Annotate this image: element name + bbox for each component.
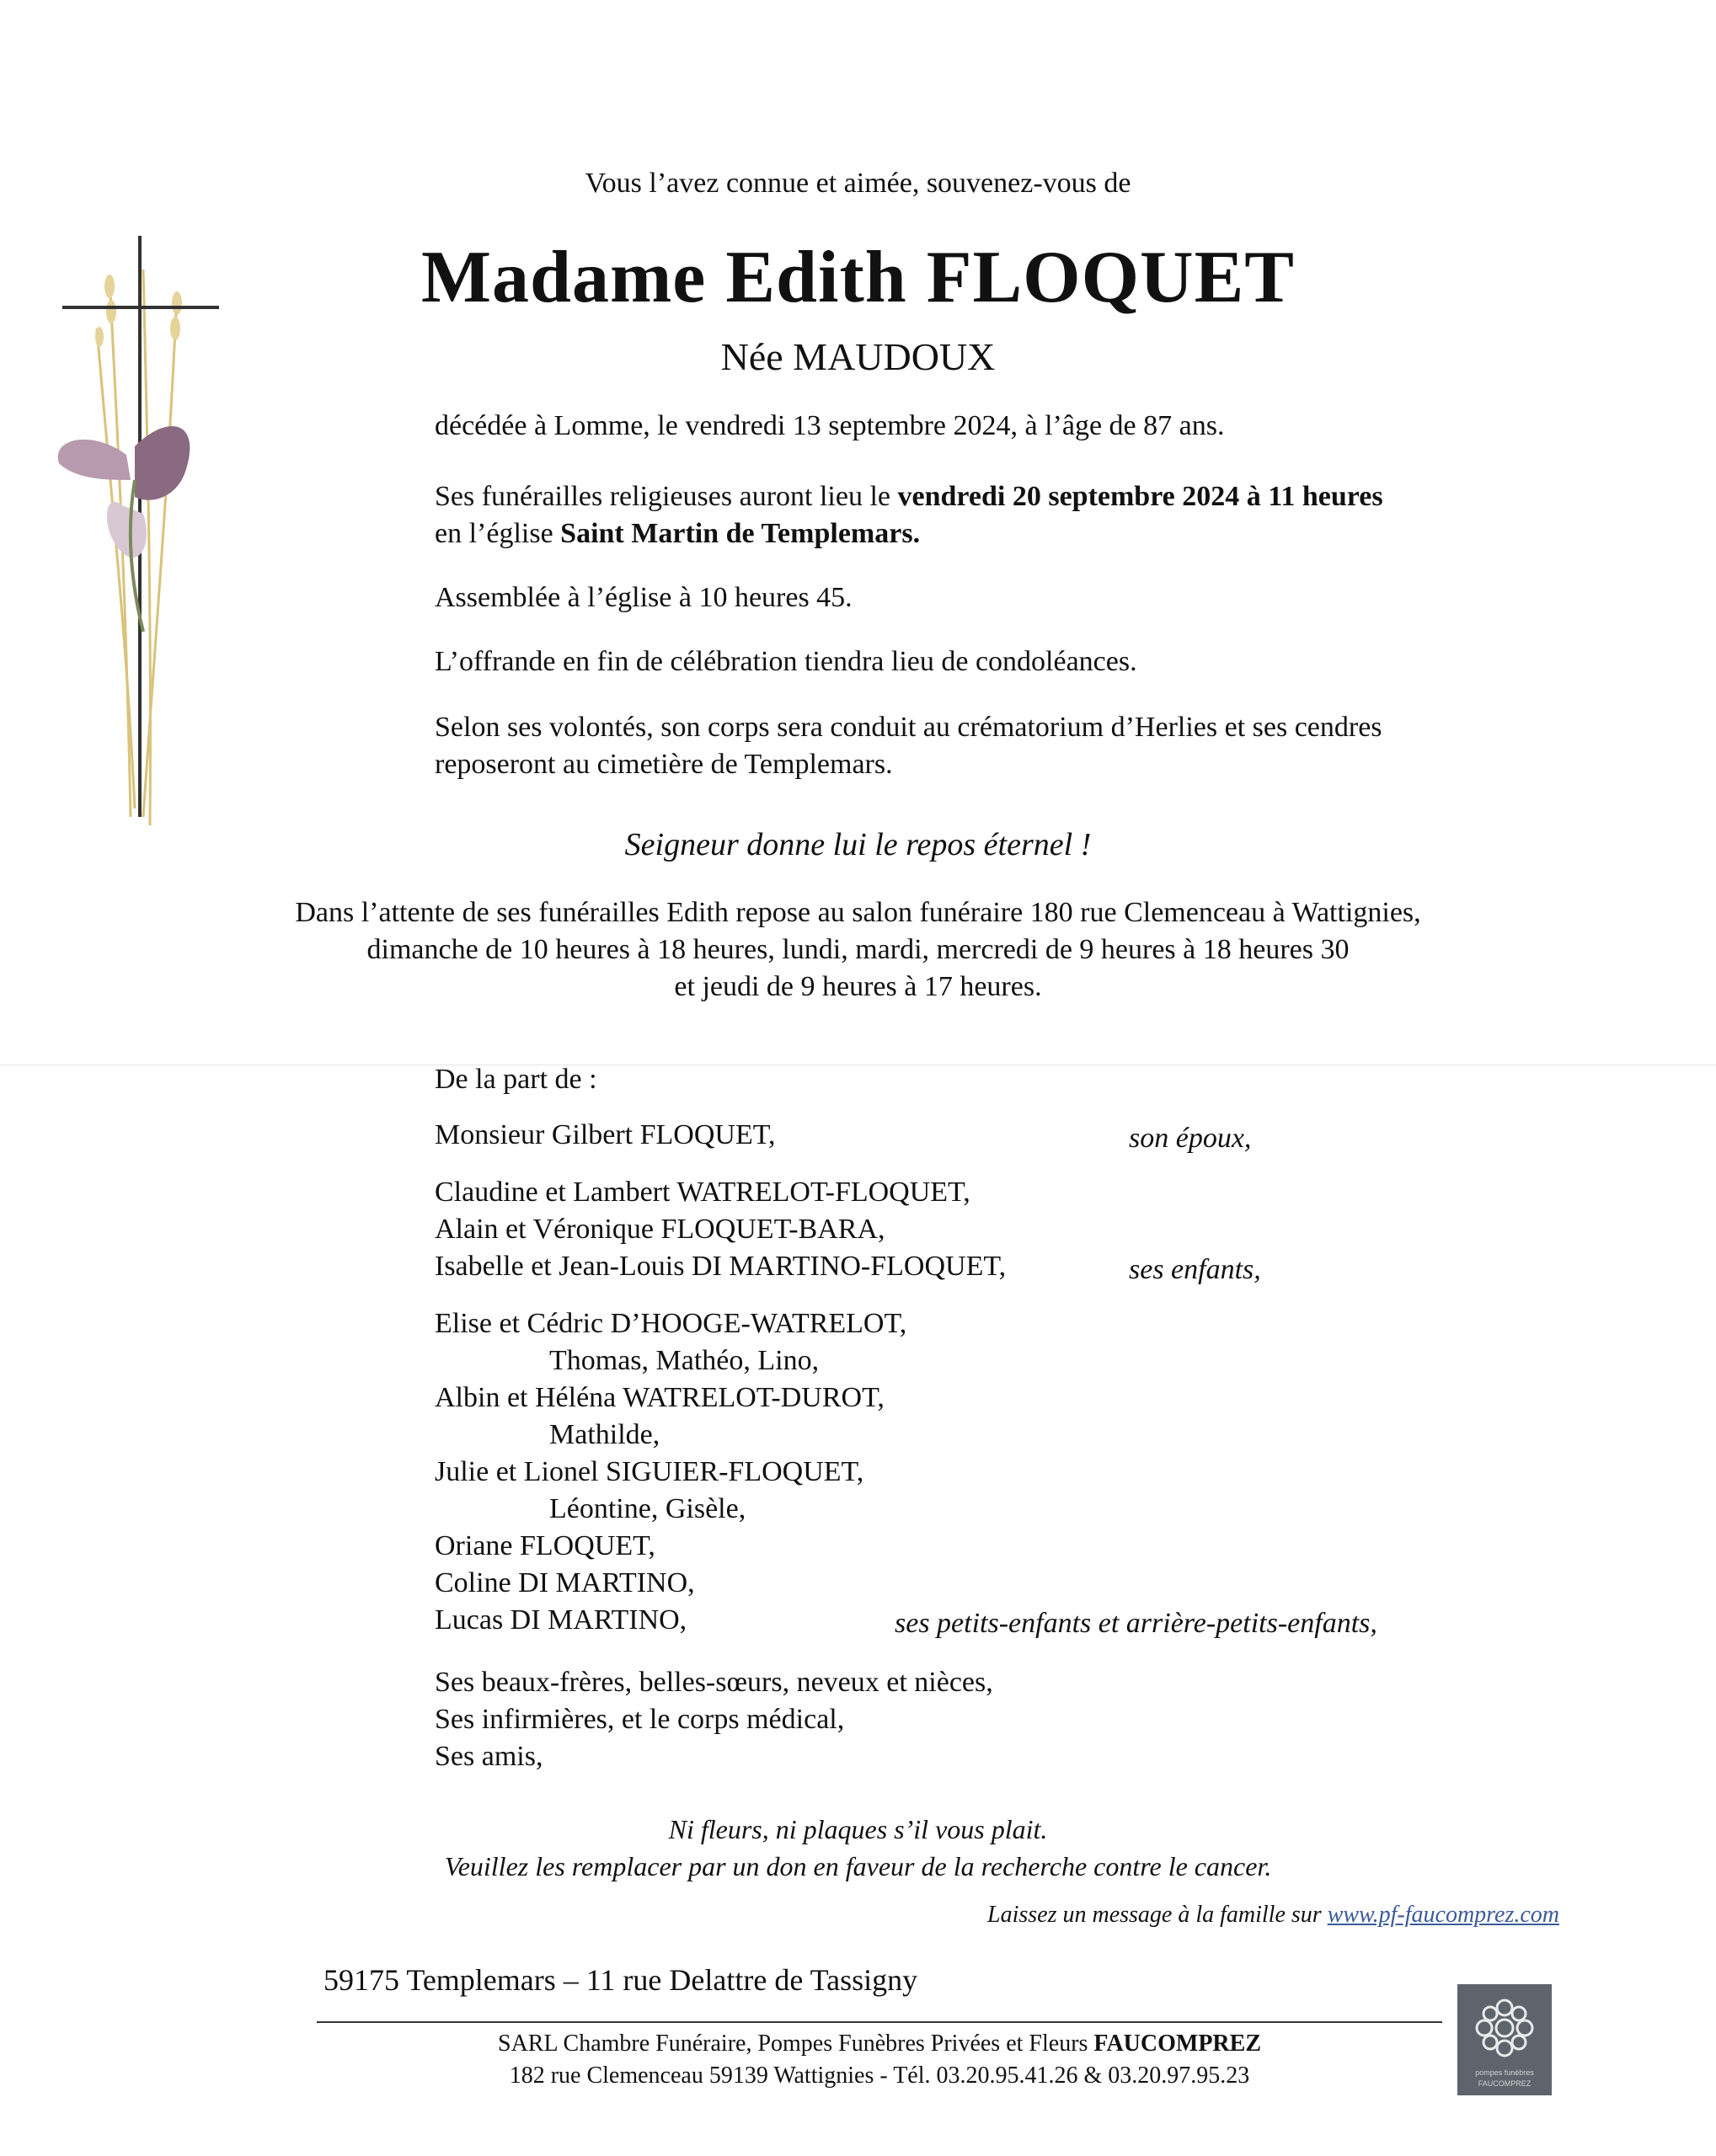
assembly-time: Assemblée à l’église à 10 heures 45. [435,582,853,613]
flower-emblem-icon [1466,1993,1543,2063]
repose-line: et jeudi de 9 heures à 17 heures. [674,971,1042,1002]
home-address: 59175 Templemars – 11 rue Delattre de Tassigny [323,1963,918,1997]
flowers-note-line: Veuillez les remplacer par un don en faveur de la recherche contre le cancer. [444,1851,1272,1881]
funeral-church: Saint Martin de Templemars. [560,518,921,549]
grandchild-line: Oriane FLOQUET, [435,1530,655,1561]
funeral-church-pre: en l’église [435,518,561,549]
grandchild-line: Albin et Héléna WATRELOT-DUROT, [435,1382,885,1413]
wishes-paragraph [435,709,1614,783]
footer-company: SARL Chambre Funéraire, Pompes Funèbres Privées et Fleurs [498,2031,1094,2057]
footer-brand: FAUCOMPREZ [1093,2031,1261,2057]
intro-line: Vous l’avez connue et aimée, souvenez-vous de [585,168,1131,199]
logo-line: pompes funèbres [1475,2068,1534,2077]
funeral-home-logo [1457,1984,1552,2095]
flowers-note-line: Ni fleurs, ni plaques s’il vous plait. [668,1814,1048,1844]
message-text: Laissez un message à la famille sur [987,1902,1328,1928]
deceased-name: Madame Edith FLOQUET [421,237,1295,318]
grandchild-line: Elise et Cédric D’HOOGE-WATRELOT, [435,1308,907,1339]
prayer-line: Seigneur donne lui le repos éternel ! [624,827,1092,862]
grandchild-line: Léontine, Gisèle, [549,1493,746,1524]
grandchild-line: Julie et Lionel SIGUIER-FLOQUET, [435,1456,864,1487]
funeral-home-footer [317,2028,1442,2092]
child-line: Claudine et Lambert WATRELOT-FLOQUET, [435,1177,970,1208]
funeral-details [435,478,1614,552]
offering-note: L’offrande en fin de célébration tiendra lieu de condoléances. [435,646,1137,677]
from-label: De la part de : [435,1064,597,1095]
children-relation: ses enfants, [1129,1254,1261,1285]
funeral-date: vendredi 20 septembre 2024 à 11 heures [897,481,1383,512]
grandchild-line: Thomas, Mathéo, Lino, [549,1345,820,1376]
death-notice: décédée à Lomme, le vendredi 13 septembre 2024, à l’âge de 87 ans. [435,410,1225,441]
child-line: Alain et Véronique FLOQUET-BARA, [435,1214,885,1245]
repose-line: Dans l’attente de ses funérailles Edith repose au salon funéraire 180 rue Clemenceau à Wattignies, [295,897,1421,928]
others-line: Ses amis, [435,1741,543,1772]
footer-divider [317,2021,1442,2023]
grandchild-line: Mathilde, [549,1419,660,1450]
logo-brand: FAUCOMPREZ [1478,2079,1532,2088]
maiden-name: Née MAUDOUX [720,335,996,378]
child-line: Isabelle et Jean-Louis DI MARTINO-FLOQUET, [435,1251,1007,1282]
repose-line: dimanche de 10 heures à 18 heures, lundi, mardi, mercredi de 9 heures à 18 heures 30 [366,934,1350,965]
funeral-pre: Ses funérailles religieuses auront lieu le [435,481,898,512]
wishes-line: Selon ses volontés, son corps sera conduit au crématorium d’Herlies et ses cendres [435,712,1382,743]
husband-relation: son époux, [1129,1123,1252,1154]
grandchild-line: Lucas DI MARTINO, [435,1604,687,1636]
grandchild-line: Coline DI MARTINO, [435,1567,695,1598]
repose-paragraph [0,894,1716,1006]
footer-contact: 182 rue Clemenceau 59139 Wattignies - Tél. 03.20.95.41.26 & 03.20.97.95.23 [509,2063,1250,2089]
others-line: Ses infirmières, et le corps médical, [435,1704,845,1735]
website-link[interactable]: www.pf-faucomprez.com [1327,1902,1559,1928]
message-line [987,1900,1559,1930]
wishes-line: reposeront au cimetière de Templemars. [435,749,893,780]
grandchildren-relation: ses petits-enfants et arrière-petits-enfants, [895,1608,1377,1639]
husband-name: Monsieur Gilbert FLOQUET, [435,1119,776,1150]
flowers-note [0,1811,1716,1885]
others-line: Ses beaux-frères, belles-sœurs, neveux et nièces, [435,1667,993,1698]
